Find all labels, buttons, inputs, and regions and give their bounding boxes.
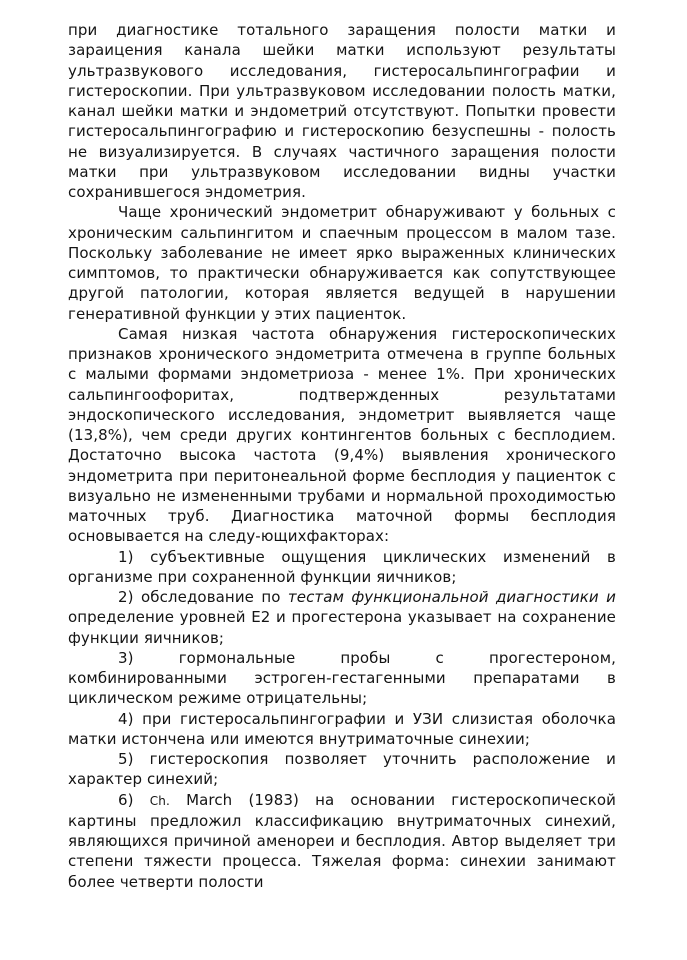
list-item-1: 1) субъективные ощущения циклических изменений в организме при сохраненной функции яичников; — [68, 547, 616, 586]
list-item-2-start: 2) обследование по — [118, 588, 288, 606]
paragraph-2: Чаще хронический эндометрит обнаруживают у больных с хроническим сальпингитом и спаечным процессом в малом тазе. Поскольку заболевание не имеет ярко выраженных клинических симптомов, то практически обнаруживается как сопутствующее другой патологии, которая является ведущей в нарушении генеративной функции у этих пациенток. — [68, 203, 616, 323]
list-item-2-italic: тестам функциональной диагностики и — [287, 588, 616, 606]
list-item-6-text: March (1983) на основании гистероскопической картины предложил классификацию внутриматочных синехий, являющихся причиной аменореи и бесплодия. Автор выделяет три степени тяжести процесса. Тяжелая форма: синехии занимают более четверти полости — [68, 790, 617, 891]
list-item-6-abbrev: Ch. — [149, 793, 170, 808]
body-text — [68, 20, 616, 892]
list-item-5: 5) гистероскопия позволяет уточнить расположение и характер синехий; — [68, 750, 616, 789]
paragraph-3: Самая низкая частота обнаружения гистероскопических признаков хронического эндометрита отмечена в группе больных с малыми формами эндометриоза - менее 1%. При хронических сальпингоофоритах, подтвержденных результатами эндоскопического исследования, эндометрит выявляется чаще (13,8%), чем среди других контингентов больных с бесплодием. Достаточно высока частота (9,4%) выявления хронического эндометрита при перитонеальной форме бесплодия у пациенток с визуально не измененными трубами и нормальной проходимостью маточных труб. Диагностика маточной формы бесплодия основывается на следу-ющихфакторах: — [68, 324, 616, 546]
list-item-2-end: определение уровней Е2 и прогестерона указывает на сохранение функции яичников; — [68, 608, 616, 647]
paragraph-1: при диагностике тотального заращения полости матки и зараицения канала шейки матки используют результаты ультразвукового исследования, гистеросальпингографии и гистероскопии. При ультразвуковом исследовании полость матки, канал шейки матки и эндометрий отсутствуют. Попытки провести гистеросальпингографию и гистероскопию безуспешны - полость не визуализируется. В случаях частичного заращения полости матки при ультразвуковом исследовании видны участки сохранившегося эндометрия. — [68, 21, 616, 201]
list-item-6 — [68, 790, 616, 892]
list-item-6-number: 6) — [118, 790, 150, 809]
list-item-4: 4) при гистеросальпингографии и УЗИ слизистая оболочка матки истончена или имеются внутриматочные синехии; — [68, 709, 616, 748]
list-item-2 — [68, 587, 616, 648]
list-item-3: 3) гормональные пробы с прогестероном, комбинированными эстроген-гестагенными препаратами в циклическом режиме отрицательны; — [68, 648, 616, 708]
